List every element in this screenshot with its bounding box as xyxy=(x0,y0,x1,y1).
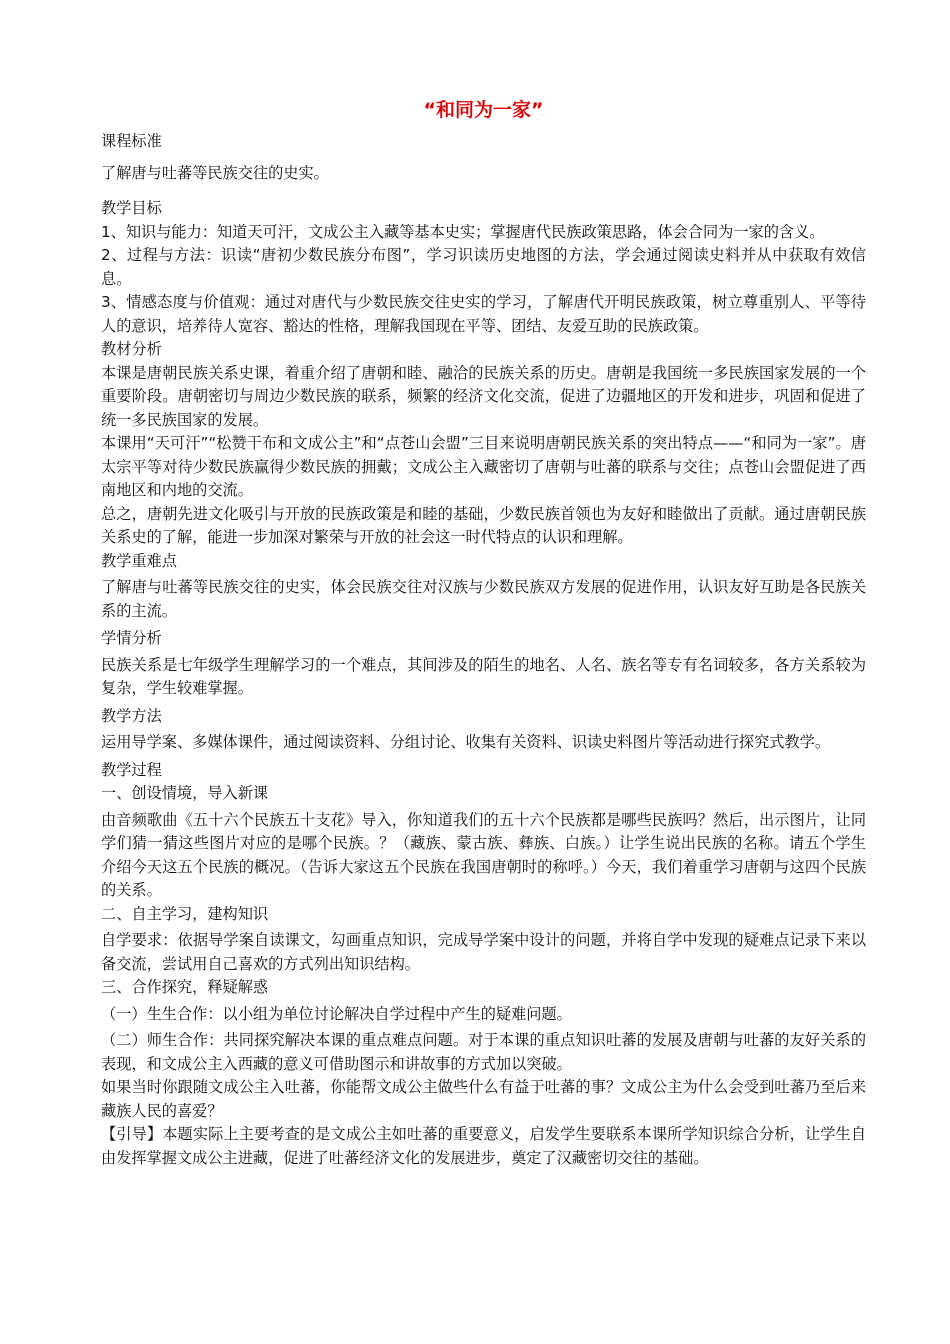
section-heading-standard: 课程标准 xyxy=(101,132,162,150)
document-page xyxy=(101,98,866,1170)
step-heading-3: 三、合作探究，释疑解惑 xyxy=(101,978,269,996)
step-text-3b: （二）师生合作：共同探究解决本课的重点难点问题。对于本课的重点知识吐蕃的发展及唐朝与吐蕃的友好关系的表现，和文成公主入西藏的意义可借助图示和讲故事的方式加以突破。 xyxy=(101,1031,866,1073)
section-heading-process: 教学过程 xyxy=(101,760,162,779)
section-heading-analysis: 教材分析 xyxy=(101,340,162,358)
section-heading-student: 学情分析 xyxy=(101,629,162,647)
step-text-1: 由音频歌曲《五十六个民族五十支花》导入，你知道我们的五十六个民族都是哪些民族吗？然后，出示图片，让同学们猜一猜这些图片对应的是哪个民族。？（藏族、蒙古族、彝族、白族。）让学生说出民族的名称。请五个学生介绍今天这五个民族的概况。（告诉大家这五个民族在我国唐朝时的称呼。）今天，我们着重学习唐朝与这四个民族的关系。 xyxy=(101,810,866,899)
objective-item: 1、知识与能力：知道天可汗，文成公主入藏等基本史实；掌握唐代民族政策思路，体会合同为一家的含义。 xyxy=(101,222,825,241)
guide-text: 【引导】本题实际上主要考查的是文成公主如吐蕃的重要意义，启发学生要联系本课所学知识综合分析，让学生自由发挥掌握文成公主进藏，促进了吐蕃经济文化的发展进步，奠定了汉藏密切交往的基础。 xyxy=(101,1125,866,1167)
student-analysis-text: 民族关系是七年级学生理解学习的一个难点，其间涉及的陌生的地名、人名、族名等专有名词较多，各方关系较为复杂，学生较难掌握。 xyxy=(101,655,866,697)
section-heading-objective: 教学目标 xyxy=(101,199,162,217)
step-text-3a: （一）生生合作：以小组为单位讨论解决自学过程中产生的疑难问题。 xyxy=(101,1004,572,1023)
analysis-paragraph: 总之，唐朝先进文化吸引与开放的民族政策是和睦的基础，少数民族首领也为友好和睦做出了贡献。通过唐朝民族关系史的了解，能进一步加深对繁荣与开放的社会这一时代特点的认识和理解。 xyxy=(101,504,866,546)
step-heading-2: 二、自主学习，建构知识 xyxy=(101,904,269,923)
step-heading-1: 一、创设情境，导入新课 xyxy=(101,784,269,802)
standard-text: 了解唐与吐蕃等民族交往的史实。 xyxy=(101,163,329,182)
analysis-paragraph: 本课用“天可汗”“松赞干布和文成公主”和“点苍山会盟”三目来说明唐朝民族关系的突出特点——“和同为一家”。唐太宗平等对待少数民族赢得少数民族的拥戴；文成公主入藏密切了唐朝与吐蕃的联系与交往；点苍山会盟促进了西南地区和内地的交流。 xyxy=(101,434,866,499)
analysis-paragraph: 本课是唐朝民族关系史课，着重介绍了唐朝和睦、融洽的民族关系的历史。唐朝是我国统一多民族国家发展的一个重要阶段。唐朝密切与周边少数民族的联系，频繁的经济文化交流，促进了边疆地区的开发和进步，巩固和促进了统一多民族国家的发展。 xyxy=(101,363,866,429)
step-text-2: 自学要求：依据导学案自读课文，勾画重点知识，完成导学案中设计的问题，并将自学中发现的疑难点记录下来以备交流，尝试用自己喜欢的方式列出知识结构。 xyxy=(101,931,866,973)
section-heading-method: 教学方法 xyxy=(101,706,162,725)
page-title: “和同为一家” xyxy=(423,99,544,121)
section-heading-key-points: 教学重难点 xyxy=(101,551,177,570)
question-text: 如果当时你跟随文成公主入吐蕃，你能帮文成公主做些什么有益于吐蕃的事？文成公主为什么会受到吐蕃乃至后来藏族人民的喜爱？ xyxy=(101,1078,866,1120)
key-points-text: 了解唐与吐蕃等民族交往的史实，体会民族交往对汉族与少数民族双方发展的促进作用，认识友好互助是各民族关系的主流。 xyxy=(101,578,866,620)
method-text: 运用导学案、多媒体课件，通过阅读资料、分组讨论、收集有关资料、识读史料图片等活动进行探究式教学。 xyxy=(101,733,830,751)
objective-item: 2、过程与方法：识读“唐初少数民族分布图”，学习识读历史地图的方法，学会通过阅读史料并从中获取有效信息。 xyxy=(101,246,866,288)
objective-item: 3、情感态度与价值观：通过对唐代与少数民族交往史实的学习，了解唐代开明民族政策，树立尊重别人、平等待人的意识，培养待人宽容、豁达的性格，理解我国现在平等、团结、友爱互助的民族政策。 xyxy=(101,293,866,335)
